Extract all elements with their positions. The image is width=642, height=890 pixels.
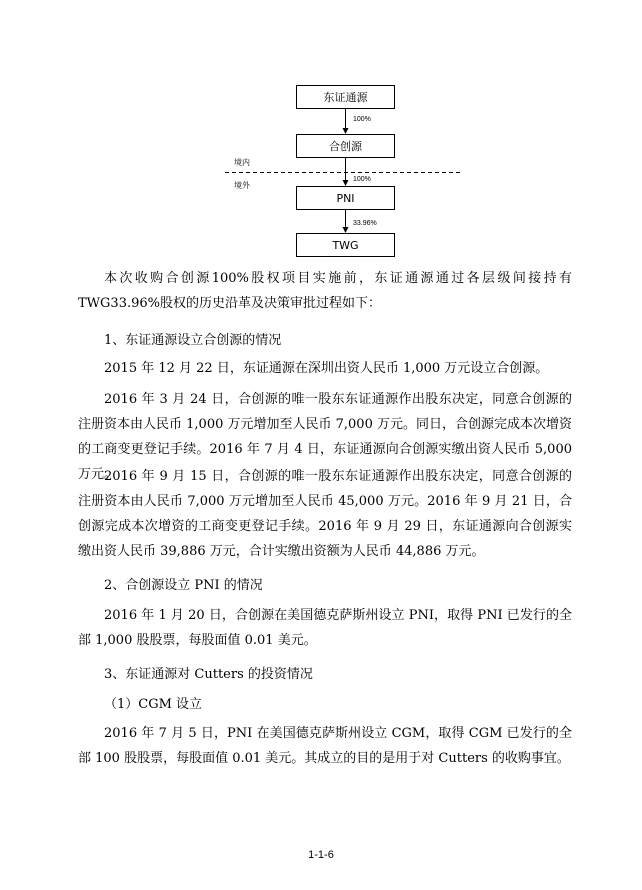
paragraph: 2016 年 3 月 24 日，合创源的唯一股东东证通源作出股东决定，同意合创源的注册资本由人民币 1,000 万元增加至人民币 7,000 万元。同日，合创源完成本次增资的工商变更登记手续。2016 年 7 月 4 日，东证通源向合创源实缴出资人民币 5,000 万元。 [78,392,572,482]
ownership-diagram [0,0,642,270]
paragraph: 2016 年 1 月 20 日，合创源在美国德克萨斯州设立 PNI，取得 PNI 已发行的全部 1,000 股股票，每股面值 0.01 美元。 [78,608,572,648]
ownership-percentage: 33.96% [353,220,377,227]
section-heading-3: 3、东证通源对 Cutters 的投资情况 [104,667,313,682]
region-label-overseas: 境外 [234,181,250,190]
page-number: 1-1-6 [308,849,334,861]
entity-box-hechuangyuan: 合创源 [296,134,395,158]
entity-box-pni: PNI [296,186,395,210]
ownership-percentage: 100% [353,116,371,123]
paragraph: 2016 年 9 月 15 日，合创源的唯一股东东证通源作出股东决定，同意合创源的注册资本由人民币 7,000 万元增加至人民币 45,000 万元。2016 年 9 月 21 日，合创源完成本次增资的工商变更登记手续。2016 年 9 月 29 日，东证通源向合创源实缴出资人民币 39,886 万元，合计实缴出资额为人民币 44,886 万元。 [78,469,572,559]
paragraph: 2015 年 12 月 22 日，东证通源在深圳出资人民币 1,000 万元设立合创源。 [104,361,549,376]
section-heading-2: 2、合创源设立 PNI 的情况 [104,578,263,593]
entity-box-dongzheng-tongyuan: 东证通源 [296,85,395,109]
paragraph: 2016 年 7 月 5 日，PNI 在美国德克萨斯州设立 CGM，取得 CGM 已发行的全部 100 股股票，每股面值 0.01 美元。其成立的目的是用于对 Cutters 的收购事宜。 [78,726,572,766]
region-label-domestic: 境内 [234,158,250,167]
entity-box-twg: TWG [296,233,395,257]
intro-paragraph: 本次收购合创源100%股权项目实施前，东证通源通过各层级间接持有TWG33.96%股权的历史沿革及决策审批过程如下： [78,271,572,311]
ownership-percentage: 100% [353,176,371,183]
section-heading-1: 1、东证通源设立合创源的情况 [104,333,282,348]
subsection-heading: （1）CGM 设立 [104,697,203,712]
